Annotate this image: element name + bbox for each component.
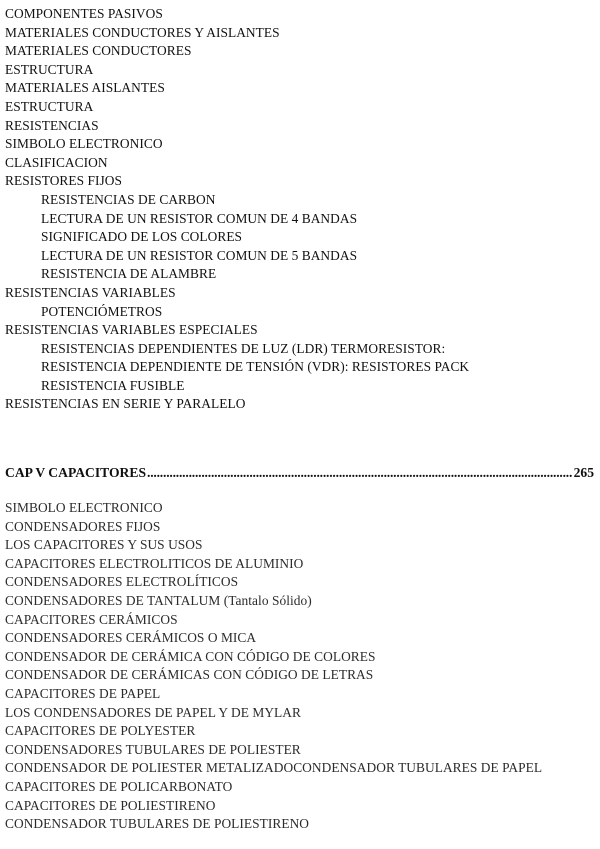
toc-entry: CAPACITORES ELECTROLITICOS DE ALUMINIO	[5, 555, 304, 571]
toc-subentry: LECTURA DE UN RESISTOR COMUN DE 5 BANDAS	[41, 247, 358, 263]
toc-entry: RESISTENCIAS VARIABLES	[5, 284, 176, 300]
toc-entry: RESISTENCIAS VARIABLES ESPECIALES	[5, 322, 258, 338]
toc-entry: MATERIALES CONDUCTORES	[5, 43, 192, 59]
toc-entry: LOS CONDENSADORES DE PAPEL Y DE MYLAR	[5, 704, 301, 720]
toc-subentry: RESISTENCIA DEPENDIENTE DE TENSIÓN (VDR): RESISTORES PACK	[41, 359, 470, 375]
toc-entry: MATERIALES AISLANTES	[5, 80, 165, 96]
chapter-title: CAP V CAPACITORES	[5, 465, 147, 480]
toc-entry: ESTRUCTURA	[5, 61, 94, 77]
toc-section-resistors	[0, 5, 600, 414]
toc-entry: CONDENSADORES CERÁMICOS O MICA	[5, 630, 257, 646]
toc-entry: CAPACITORES DE PAPEL	[5, 685, 161, 701]
toc-entry: CAPACITORES DE POLICARBONATO	[5, 778, 233, 794]
toc-subentry: POTENCIÓMETROS	[41, 303, 163, 319]
toc-entry: CLASIFICACION	[5, 154, 108, 170]
toc-entry: LOS CAPACITORES Y SUS USOS	[5, 537, 203, 553]
toc-entry: ESTRUCTURA	[5, 98, 94, 114]
toc-entry: CONDENSADOR DE CERÁMICA CON CÓDIGO DE COLORES	[5, 648, 376, 664]
toc-entry: RESISTENCIAS EN SERIE Y PARALELO	[5, 396, 246, 412]
chapter-page-number: 265	[573, 465, 594, 480]
toc-entry: SIMBOLO ELECTRONICO	[5, 136, 163, 152]
toc-entry: CONDENSADOR DE POLIESTER METALIZADOCONDENSADOR TUBULARES DE PAPEL	[5, 760, 543, 776]
toc-entry: CAPACITORES CERÁMICOS	[5, 611, 178, 627]
toc-subentry: LECTURA DE UN RESISTOR COMUN DE 4 BANDAS	[41, 210, 358, 226]
toc-entry: CONDENSADOR TUBULARES DE POLIESTIRENO	[5, 816, 310, 832]
toc-subentry: RESISTENCIAS DEPENDIENTES DE LUZ (LDR) TERMORESISTOR:	[41, 340, 446, 356]
chapter-heading	[5, 463, 594, 483]
toc-entry: SIMBOLO ELECTRONICO	[5, 500, 163, 515]
toc-subentry: RESISTENCIA FUSIBLE	[41, 377, 185, 393]
toc-subentry: SIGNIFICADO DE LOS COLORES	[41, 229, 243, 245]
dot-leader	[147, 463, 573, 483]
toc-subentry: RESISTENCIA DE ALAMBRE	[41, 266, 217, 282]
toc-section-capacitors	[0, 499, 600, 834]
toc-entry: CAPACITORES DE POLYESTER	[5, 723, 196, 739]
toc-entry: RESISTORES FIJOS	[5, 173, 123, 189]
toc-entry: CONDENSADORES ELECTROLÍTICOS	[5, 574, 239, 590]
toc-entry: CAPACITORES DE POLIESTIRENO	[5, 797, 216, 813]
toc-entry: COMPONENTES PASIVOS	[5, 6, 163, 21]
toc-entry: CONDENSADOR DE CERÁMICAS CON CÓDIGO DE LETRAS	[5, 667, 374, 683]
toc-entry: RESISTENCIAS	[5, 117, 99, 133]
toc-entry: CONDENSADORES TUBULARES DE POLIESTER	[5, 741, 301, 757]
toc-entry: CONDENSADORES FIJOS	[5, 518, 161, 534]
toc-entry: MATERIALES CONDUCTORES Y AISLANTES	[5, 24, 280, 40]
toc-entry: CONDENSADORES DE TANTALUM (Tantalo Sólido)	[5, 592, 312, 608]
toc-subentry: RESISTENCIAS DE CARBON	[41, 191, 216, 207]
